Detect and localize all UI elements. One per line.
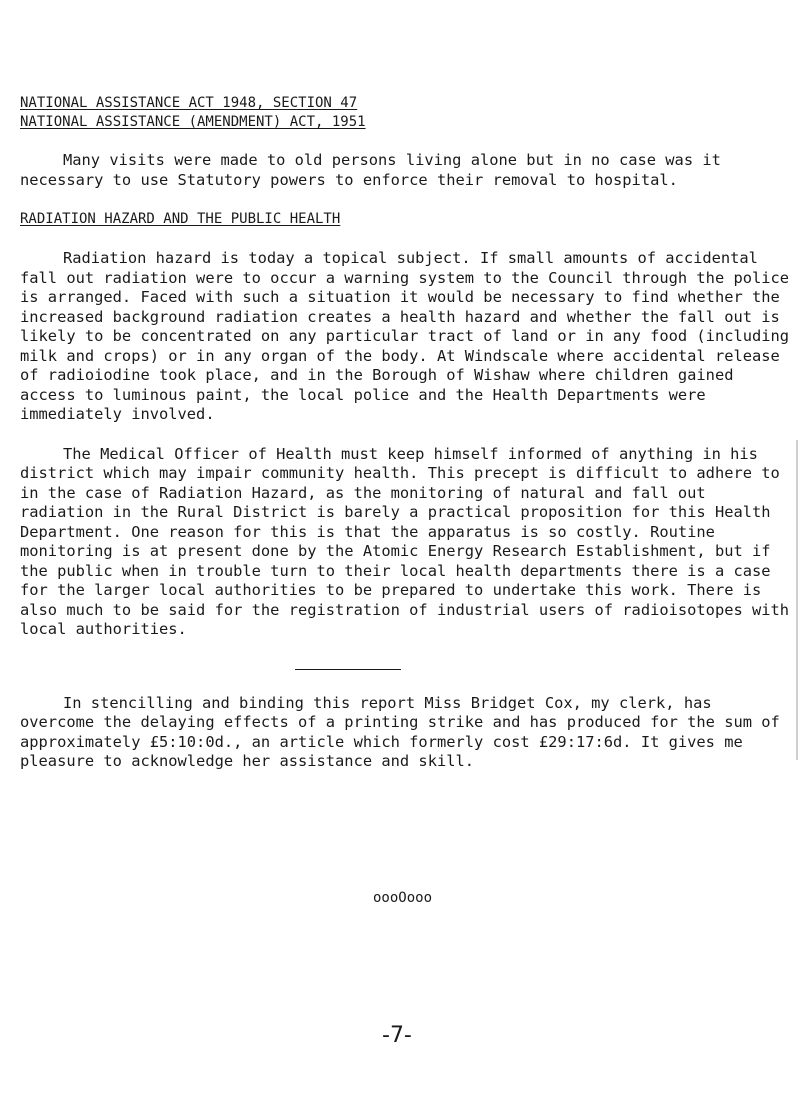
paragraph-acknowledgement: In stencilling and binding this report Miss Bridget Cox, my clerk, has overcome the delaying effects of a printing strike and has produced for the sum of approximately £5:10:0d., an article which formerly cost £29:17:6d. It gives me pleasure to acknowledge her assistance and skill. bbox=[20, 693, 780, 770]
heading-act-1948: NATIONAL ASSISTANCE ACT 1948, SECTION 47 bbox=[20, 95, 358, 111]
heading-radiation-hazard: RADIATION HAZARD AND THE PUBLIC HEALTH bbox=[20, 211, 341, 227]
paragraph-radiation-2: The Medical Officer of Health must keep himself informed of anything in his district which may impair community health. This precept is difficult to adhere to in the case of Radiation Hazard, as the monitoring of natural and fall out radiation in the Rural District is barely a practical proposition for this Health Department. One reason for this is that the apparatus is so costly. Routine monitoring is at present done by the Atomic Energy Research Establishment, but if the public when in trouble turn to their local health departments there is a case for the larger local authorities to be prepared to undertake this work. There is also much to be said for the registration of industrial users of radioisotopes with local authorities. bbox=[20, 444, 790, 638]
end-ornament: oooOooo bbox=[373, 890, 433, 906]
paragraph-removal: Many visits were made to old persons living alone but in no case was it necessary to use Statutory powers to enforce their removal to hospital. bbox=[20, 151, 721, 189]
heading-act-1951: NATIONAL ASSISTANCE (AMENDMENT) ACT, 1951 bbox=[20, 114, 366, 130]
page-number: -7- bbox=[382, 1023, 412, 1048]
scan-edge-shadow bbox=[796, 440, 798, 760]
paragraph-radiation-1: Radiation hazard is today a topical subject. If small amounts of accidental fall out radiation were to occur a warning system to the Council through the police is arranged. Faced with such a situation it would be necessary to find whether the increased background radiation creates a health hazard and whether the fall out is likely to be concentrated on any particular tract of land or in any food (including milk and crops) or in any organ of the body. At Windscale where accidental release of radioiodine took place, and in the Borough of Wishaw where children gained access to luminous paint, the local police and the Health Departments were immediately involved. bbox=[20, 249, 790, 423]
document-page bbox=[20, 94, 792, 772]
section-divider bbox=[295, 669, 401, 670]
